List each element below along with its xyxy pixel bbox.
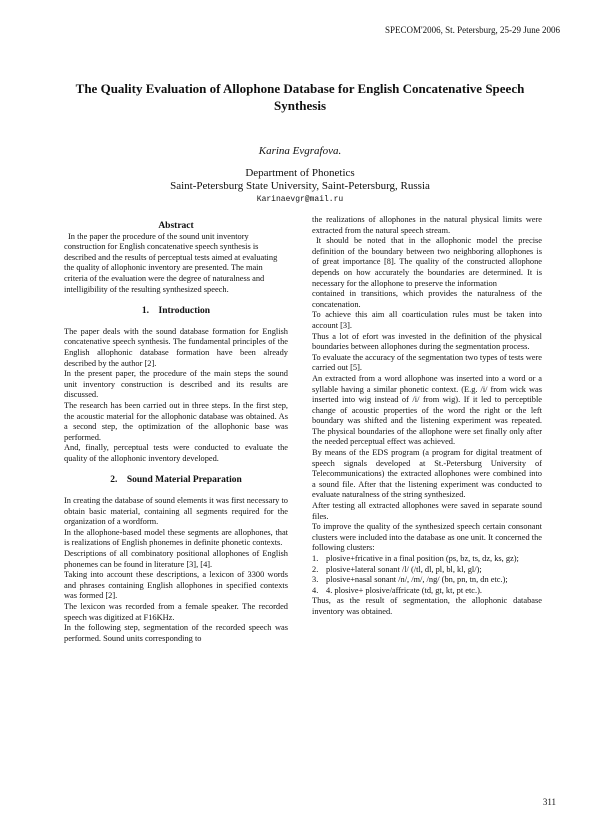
paragraph: Thus a lot of efort was invested in the definition of the physical boundaries between allophones during the segmentation process. [312,331,542,352]
paragraph: The lexicon was recorded from a female speaker. The recorded speech was digitized at F16KHz. [64,602,288,622]
paragraph: And, finally, perceptual tests were conducted to evaluate the quality of the allophonic inventory developed. [64,443,288,463]
paragraph: To achieve this aim all coarticulation rules must be taken into account [3]. [312,310,542,330]
list-text: plosive+nasal sonant /n/, /m/, /ng/ (bn, pn, tn, dn etc.); [326,575,508,585]
paragraph: To evaluate the accuracy of the segmentation two types of tests were carried out [5]. [312,352,542,373]
paragraph: In the present paper, the procedure of the main steps the sound unit inventory construction is described and its results are discussed. [64,369,288,400]
introduction-heading: 1. Introduction [141,306,211,317]
paragraph: The paper deals with the sound database formation for English concatenative speech synthesis. The fundamental principles of the English allophonic database formation have been already described by the author [2]. [64,326,288,368]
affiliation-block [0,167,600,206]
left-column [64,221,288,644]
department: Department of Phonetics [245,167,355,179]
abstract-text: In the paper the procedure of the sound unit inventory construction for English concatenative speech synthesis is described and the results of perceptual tests aimed at evaluating the quality of allophonic inventory are presented. The main criteria of the evaluation were the degree of naturalness and intelligibility of the resulting synthesized speech. [64,231,278,294]
list-item [312,575,542,586]
list-number: 4. [312,585,319,595]
running-header: SPECOM'2006, St. Petersburg, 25-29 June 2006 [385,25,560,35]
paragraph: To improve the quality of the synthesized speech certain consonant clusters were included into the database as one unit. It concerned the following clusters: [312,522,542,553]
right-column [312,215,542,618]
paragraph: By means of the EDS program (a program for digital treatment of speech signals developed at St.-Petersburg University of Telecommunications) the extracted allophones were combined into a sound file. After that the listening experiment was conducted to evaluate naturalness of the string synthesized. [312,448,542,500]
paragraph: In creating the database of sound elements it was first necessary to obtain basic material, containing all segments required for the organization of a wordform. [64,496,288,527]
list-text: plosive+fricative in a final position (ps, bz, ts, dz, ks, gz); [326,554,519,563]
paragraph: In the following step, segmentation of the recorded speech was performed. Sound units corresponding to [64,623,288,643]
list-item [312,586,542,597]
author-name: Karina Evgrafova. [258,145,342,157]
list-item [312,554,542,565]
cluster-list [312,554,542,596]
paragraph: Taking into account these descriptions, a lexicon of 3300 words and phrases containing English allophones in specified contexts was formed [2]. [64,570,288,601]
paragraph: the realizations of allophones in the natural physical limits were extracted from the natural speech stream. [312,215,542,235]
list-number: 1. [312,554,319,563]
list-number: 3. [312,575,319,585]
paragraph: contained in transitions, which provides the naturalness of the concatenation. [312,289,542,309]
paragraph: In the allophone-based model these segments are allophones, that is realizations of English phonemes in definite phonetic contexts. [64,527,288,548]
list-number: 2. [312,564,319,574]
abstract-heading: Abstract [158,221,194,231]
list-item [312,565,542,576]
sound-material-heading: 2. Sound Material Preparation [110,475,242,486]
paragraph: It should be noted that in the allophonic model the precise definition of the boundary between two neighboring allophones is of great importance [8]. The quality of the constructed allophone depends on how accurately the boundaries are determined. It is necessary for the allophone to preserve the information [312,236,542,288]
paragraph: The research has been carried out in three steps. In the first step, the acoustic material for the allophonic database was obtained. As a second step, the optimization of the allophonic base was performed. [64,400,288,442]
author-email: Karinaevgr@mail.ru [256,195,344,204]
list-text: 4. plosive+ plosive/affricate (td, gt, kt, pt etc.). [326,585,482,595]
paragraph: Descriptions of all combinatory positional allophones of English phonemes can be found in literature [3], [4]. [64,549,288,569]
list-text: plosive+lateral sonant /l/ (/tl, dl, pl, bl, kl, gl/); [326,564,482,574]
university: Saint-Petersburg State University, Saint-Petersburg, Russia [170,180,430,192]
paragraph: Thus, as the result of segmentation, the allophonic database inventory was obtained. [312,596,542,616]
page-number: 311 [542,797,556,807]
paragraph: An extracted from a word allophone was inserted into a word or a syllable having a similar phonetic context. (E.g. /i/ from wick was inserted into wig instead of /i/ from wig). If it led to perceptible change of acoustic properties of the word the right or the left boundary was shifted and the listening experiment was repeated. The physical boundaries of the allophone were set finally only after the needed perceptual effect was achieved. [312,373,542,447]
paper-title: The Quality Evaluation of Allophone Database for English Concatenative Speech Synthesis [75,81,525,113]
paragraph: After testing all extracted allophones were saved in separate sound files. [312,501,542,521]
